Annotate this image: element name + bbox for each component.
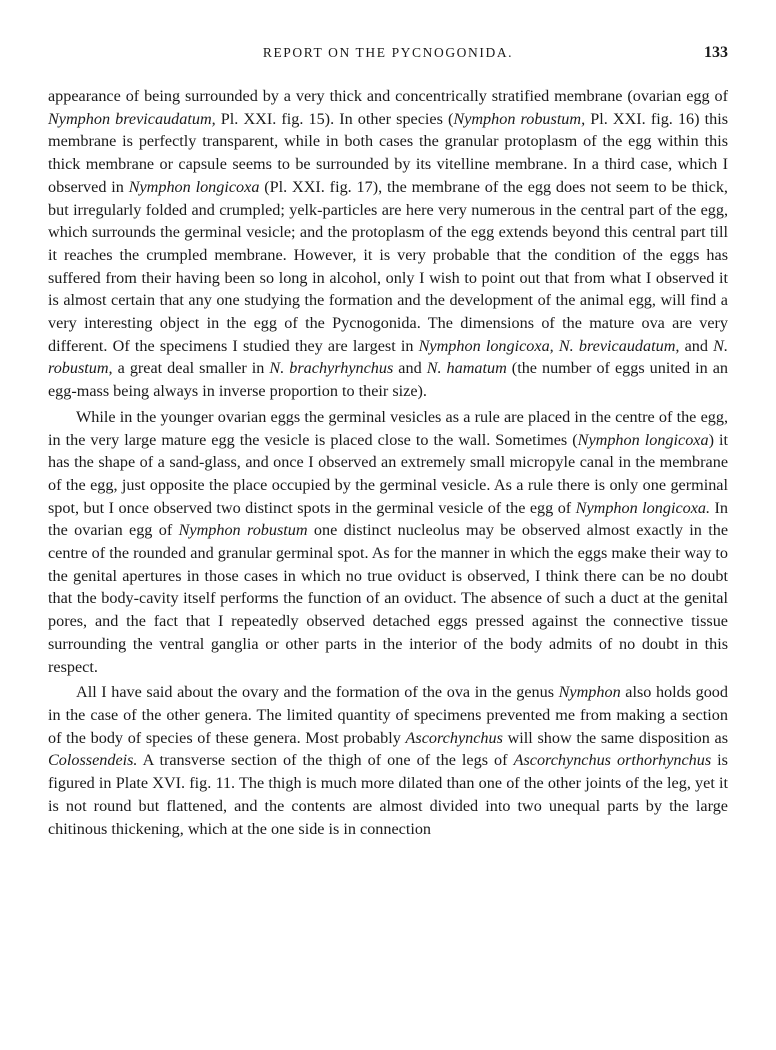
text-segment: In the ovarian egg of: [48, 498, 728, 540]
italic-text-segment: Nymphon robustum,: [453, 109, 586, 128]
text-segment: Pl. XXI. fig. 15). In other species (: [215, 109, 454, 128]
italic-text-segment: N. brachyrhynchus: [269, 359, 394, 378]
running-title: REPORT ON THE PYCNOGONIDA.: [262, 45, 514, 60]
paragraph-3: [48, 681, 728, 840]
italic-text-segment: Nymphon longicoxa: [128, 177, 260, 196]
paragraph-1: [48, 85, 728, 403]
paragraph-2: [48, 406, 728, 678]
text-segment: ) it has the shape of a sand-glass, and once I observed an extremely small micropyle canal in the membrane of the egg, just opposite the place occupied by the germinal vesicle. As a rule there is only one germinal spot, but I once observed two distinct spots in the germinal vesicle of the egg of: [48, 430, 728, 517]
italic-text-segment: Colossendeis.: [48, 751, 138, 770]
text-segment: a great deal smaller in: [112, 359, 270, 378]
text-segment: will show the same disposition as: [502, 728, 728, 747]
text-segment: Pl. XXI. fig. 16) this membrane is perfectly transparent, while in both cases the granular protoplasm of the egg within this thick membrane or capsule seems to be surrounded by its vitelline membrane. In a third case, which I observed in: [48, 109, 729, 196]
text-segment: A transverse section of the thigh of one of the legs of: [137, 751, 514, 770]
italic-text-segment: Nymphon robustum: [178, 521, 308, 540]
text-segment: All I have said about the ovary and the formation of the ova in the genus: [76, 683, 559, 702]
text-segment: also holds good in the case of the other genera. The limited quantity of specimens prevented me from making a section of the body of species of these genera. Most probably: [48, 683, 728, 747]
text-segment: is figured in Plate XVI. fig. 11. The thigh is much more dilated than one of the other joints of the leg, yet it is not round but flattened, and the contents are almost divided into two unequal parts by the large chitinous thickening, which at the one side is in connection: [48, 751, 728, 838]
italic-text-segment: Ascorchynchus: [405, 728, 503, 747]
text-segment: and: [393, 359, 427, 378]
text-segment: (Pl. XXI. fig. 17), the membrane of the egg does not seem to be thick, but irregularly folded and crumpled; yelk-particles are here very numerous in the central part of the egg, which surrounds the germinal vesicle; and the protoplasm of the egg extends beyond this central part till it reaches the crumpled membrane. However, it is very probable that the condition of the eggs has suffered from their having been so long in alcohol, only I wish to point out that from what I observed it is almost certain that any one studying the formation and the development of the animal egg, will find a very interesting object in the egg of the Pycnogonida. The dimensions of the mature ova are very different. Of the specimens I studied they are largest in: [48, 177, 728, 355]
italic-text-segment: Nymphon brevicaudatum,: [48, 109, 216, 128]
italic-text-segment: Ascorchynchus orthorhynchus: [513, 751, 712, 770]
text-segment: and: [679, 336, 714, 355]
italic-text-segment: Nymphon longicoxa, N. brevicaudatum,: [418, 336, 680, 355]
body-text: [48, 85, 728, 840]
text-segment: While in the younger ovarian eggs the germinal vesicles as a rule are placed in the centre of the egg, in the very large mature egg the vesicle is placed close to the wall. Sometimes (: [48, 407, 728, 449]
text-segment: appearance of being surrounded by a very thick and concentrically stratified membrane (ovarian egg of: [48, 87, 728, 105]
text-segment: one distinct nucleolus may be observed almost exactly in the centre of the rounded and granular germinal spot. As for the manner in which the eggs make their way to the genital apertures in those cases in which no true oviduct is observed, I think there can be no doubt that the body-cavity itself performs the function of an oviduct. The absence of such a duct at the genital pores, and the fact that I repeatedly observed detached eggs pressed against the connective tissue surrounding the ventral ganglia or other parts in the interior of the body admits of no doubt in this respect.: [48, 521, 729, 676]
italic-text-segment: N. robustum,: [48, 336, 728, 378]
running-header: [48, 38, 728, 68]
italic-text-segment: Nymphon longicoxa.: [575, 498, 711, 517]
italic-text-segment: Nymphon longicoxa: [577, 430, 709, 449]
text-segment: (the number of eggs united in an egg-mass being always in inverse proportion to their size).: [48, 359, 728, 401]
italic-text-segment: Nymphon: [558, 683, 621, 702]
page-number: 133: [704, 44, 728, 61]
italic-text-segment: N. hamatum: [426, 359, 507, 378]
document-page: [48, 38, 728, 840]
